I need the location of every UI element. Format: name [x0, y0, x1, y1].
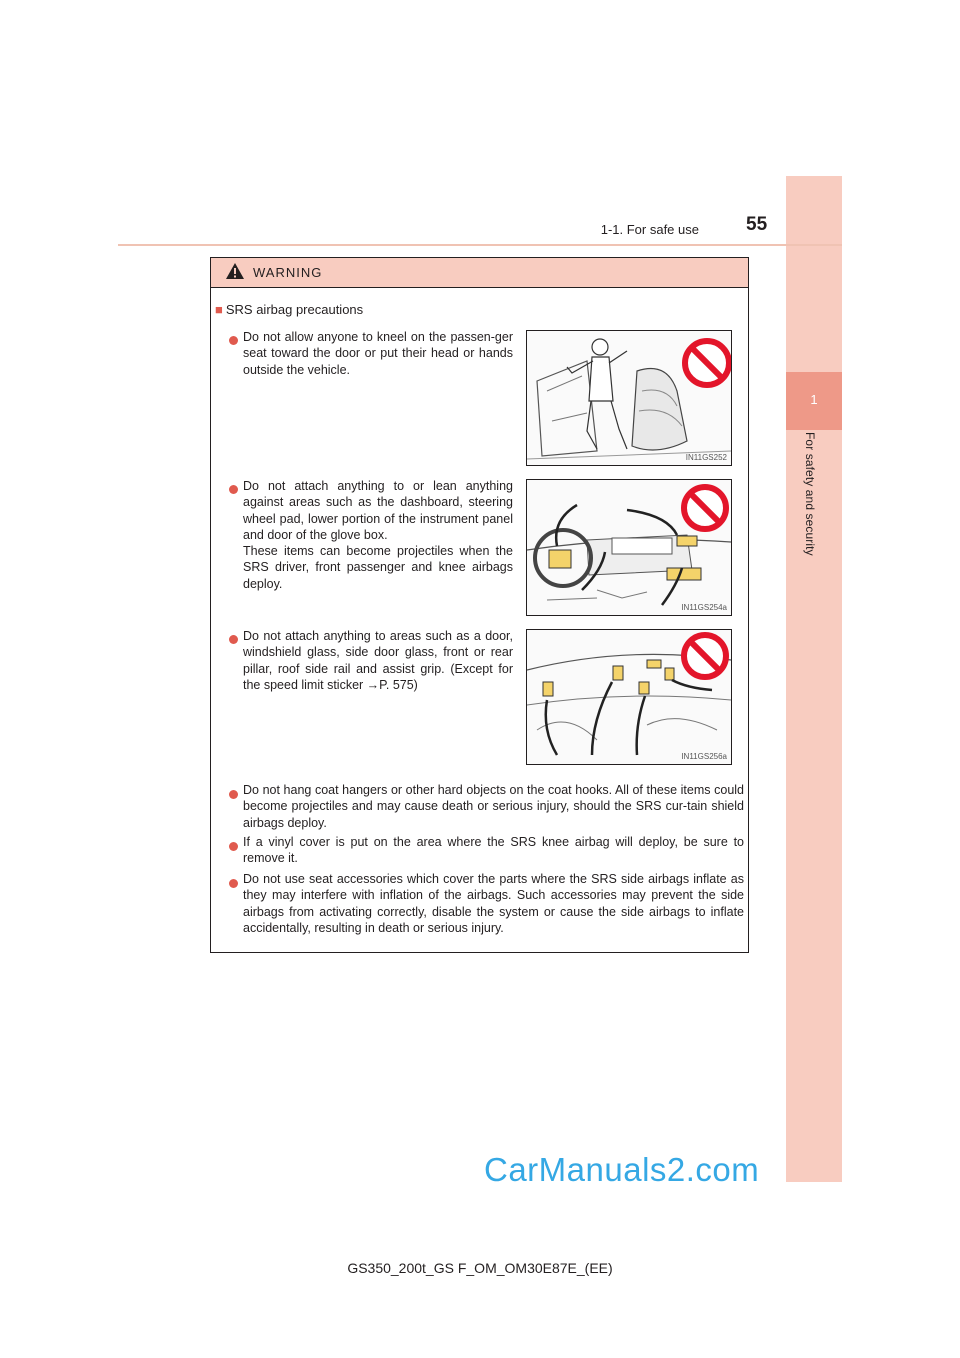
chapter-label: For safety and security [803, 432, 817, 556]
footer-code: GS350_200t_GS F_OM_OM30E87E_(EE) [347, 1260, 613, 1276]
bullet-icon [229, 879, 238, 888]
bullet-icon [229, 485, 238, 494]
bullet-icon [229, 635, 238, 644]
warning-item-3: Do not attach anything to areas such as a door, windshield glass, side door glass, front or rear pillar, roof side rail and assist grip. (Except for the speed limit sticker →P. 575) [243, 629, 513, 692]
figure-dashboard [526, 479, 732, 616]
figure-code: IN11GS256a [681, 752, 727, 761]
section-heading [215, 302, 363, 317]
header-divider [118, 244, 842, 246]
warning-title: WARNING [253, 265, 323, 280]
warning-item-4: Do not hang coat hangers or other hard objects on the coat hooks. All of these items could become projectiles and may cause death or serious injury, should the SRS cur-tain shield airbags deploy. [243, 783, 744, 830]
warning-item-5: If a vinyl cover is put on the area where the SRS knee airbag will deploy, be sure to remove it. [243, 835, 744, 866]
figure-code: IN11GS252 [685, 453, 727, 462]
bullet-icon [229, 336, 238, 345]
chapter-number: 1 [810, 392, 818, 407]
bullet-icon [229, 790, 238, 799]
page-number: 55 [746, 214, 768, 235]
warning-item-2-note: These items can become projectiles when the SRS driver, front passenger and knee airbags deploy. [243, 544, 513, 591]
section-heading-text: SRS airbag precautions [225, 302, 364, 317]
warning-item-2-text: Do not attach anything to or lean anything against areas such as the dashboard, steering wheel pad, lower portion of the instrument panel and door of the glove box. [243, 479, 513, 542]
figure-kneel-on-seat [526, 330, 732, 466]
square-bullet-icon: ■ [215, 302, 223, 317]
warning-item-2 [243, 478, 513, 592]
warning-triangle-icon [225, 262, 245, 280]
side-tab [786, 176, 842, 1182]
warning-item-1: Do not allow anyone to kneel on the passen-ger seat toward the door or put their head or hands outside the vehicle. [243, 330, 513, 377]
figure-cabin [526, 629, 732, 765]
warning-item-6: Do not use seat accessories which cover the parts where the SRS side airbags inflate as they may interfere with inflation of the airbags. Such accessories may prevent the side airbags from activating correctly, disable the system or cause the side airbags to inflate accidentally, resulting in death or serious injury. [243, 872, 744, 935]
watermark-text: CarManuals2.com [484, 1151, 760, 1188]
figure-code: IN11GS254a [681, 603, 727, 612]
section-title: 1-1. For safe use [600, 222, 699, 237]
bullet-icon [229, 842, 238, 851]
